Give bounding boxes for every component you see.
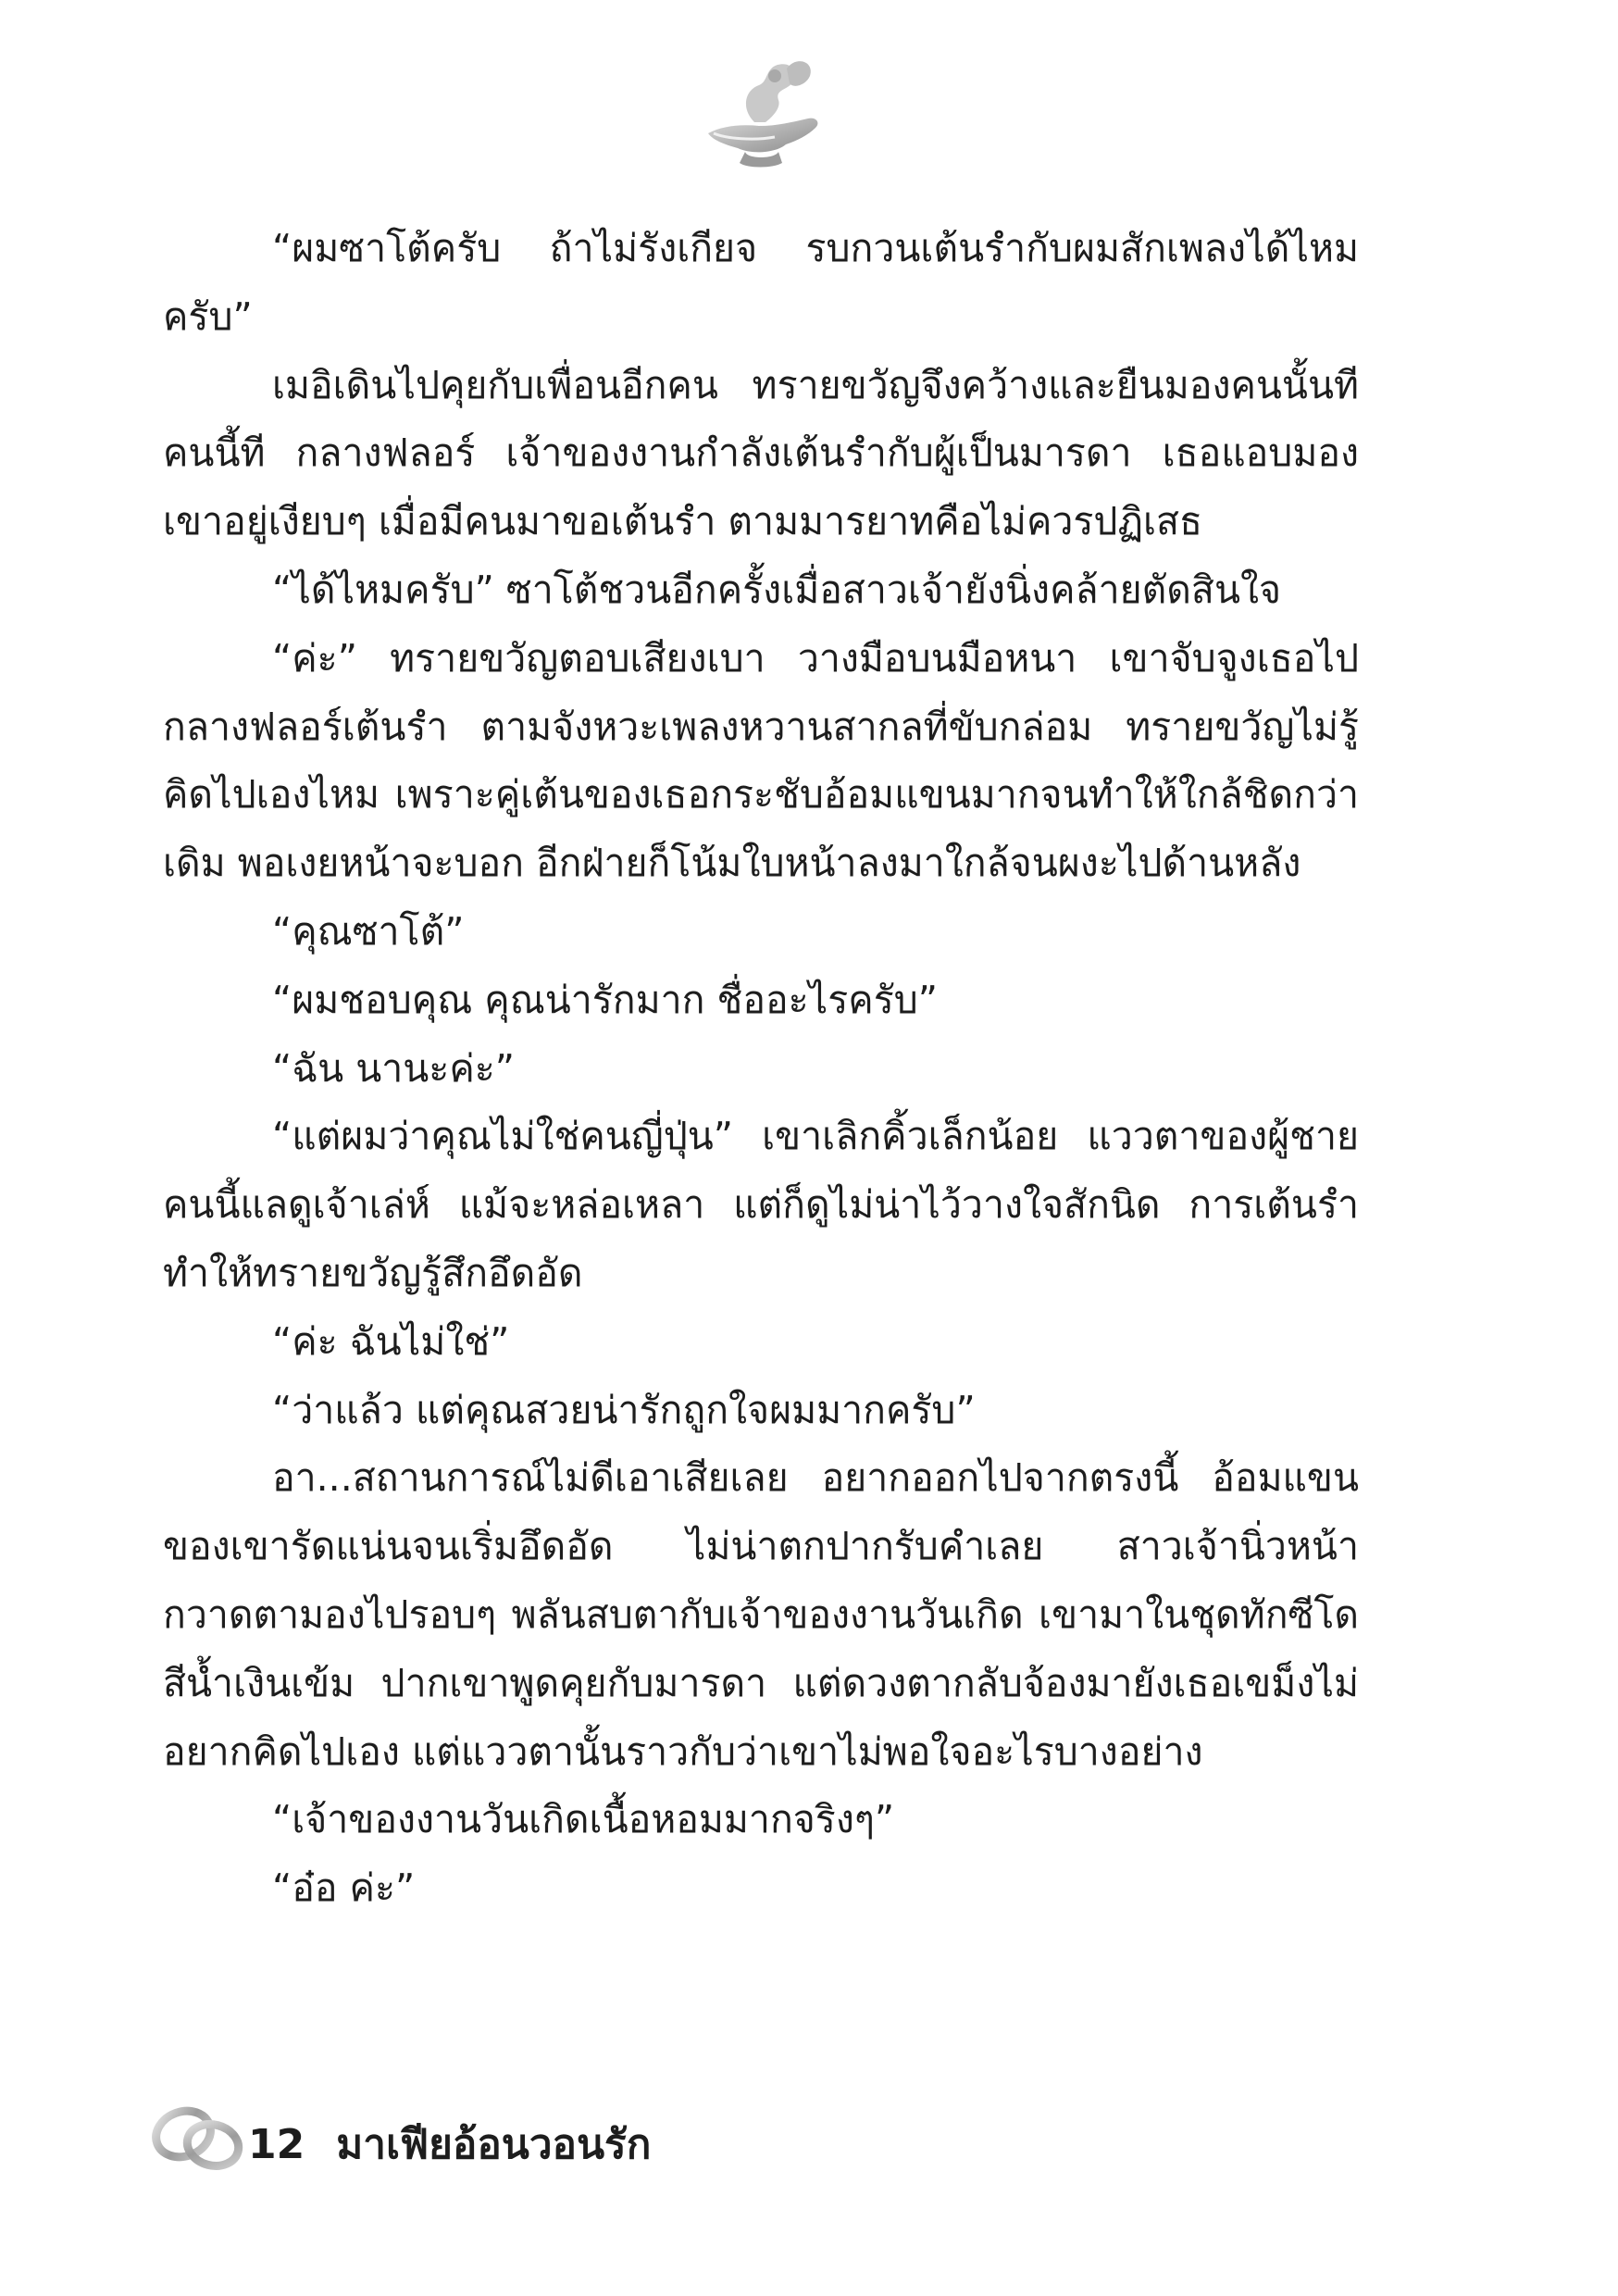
genie-lamp-icon (690, 48, 828, 178)
paragraph: “ผมชอบคุณ คุณน่ารักมาก ชื่ออะไรครับ” (272, 977, 938, 1022)
paragraph: “อ๋อ ค่ะ” (272, 1866, 416, 1911)
paragraph: “เจ้าของงานวันเกิดเนื้อหอมมากจริงๆ” (272, 1797, 895, 1842)
paragraph: “ค่ะ ฉันไม่ใช่” (272, 1318, 510, 1364)
paragraph: “ว่าแล้ว แต่คุณสวยน่ารักถูกใจผมมากครับ” (272, 1387, 976, 1432)
wedding-rings-icon (148, 2097, 250, 2180)
paragraph: เมอิเดินไปคุยกับเพื่อนอีกคน ทรายขวัญจึงคว้างและยืนมองคนนั้นทีคนนี้ที กลางฟลอร์ เจ้าของงานกำลังเต้นรำกับผู้เป็นมารดา เธอแอบมองเขาอยู่เงียบๆ เมื่อมีคนมาขอเต้นรำ ตามมารยาทคือไม่ควรปฏิเสธ (163, 362, 1359, 544)
paragraph: อา...สถานการณ์ไม่ดีเอาเสียเลย อยากออกไปจากตรงนี้ อ้อมแขนของเขารัดแน่นจนเริ่มอึดอัด ไม่น่าตกปากรับคำเลย สาวเจ้านิ่วหน้ากวาดตามองไปรอบๆ พลันสบตากับเจ้าของงานวันเกิด เขามาในชุดทักซีโดสีน้ำเงินเข้ม ปากเขาพูดคุยกับมารดา แต่ดวงตากลับจ้องมายังเธอเขม็งไม่อยากคิดไปเอง แต่แววตานั้นราวกับว่าเขาไม่พอใจอะไรบางอย่าง (163, 1455, 1359, 1774)
page-footer (148, 2097, 981, 2185)
paragraph: “ค่ะ” ทรายขวัญตอบเสียงเบา วางมือบนมือหนา เขาจับจูงเธอไปกลางฟลอร์เต้นรำ ตามจังหวะเพลงหวานสากลที่ขับกล่อม ทรายขวัญไม่รู้คิดไปเองไหม เพราะคู่เต้นของเธอกระชับอ้อมแขนมากจนทำให้ใกล้ชิดกว่าเดิม พอเงยหน้าจะบอก อีกฝ่ายก็โน้มใบหน้าลงมาใกล้จนผงะไปด้านหลัง (163, 635, 1359, 886)
page-number: 12 (248, 2121, 305, 2168)
body-text (163, 215, 1359, 1923)
paragraph: “คุณซาโต้” (272, 908, 465, 954)
book-title: มาเฟียอ้อนวอนรัก (336, 2121, 652, 2168)
paragraph: “ผมซาโต้ครับ ถ้าไม่รังเกียจ รบกวนเต้นรำกับผมสักเพลงได้ไหมครับ” (163, 226, 1359, 339)
paragraph: “ฉัน นานะค่ะ” (272, 1045, 516, 1091)
paragraph: “แต่ผมว่าคุณไม่ใช่คนญี่ปุ่น” เขาเลิกคิ้วเล็กน้อย แววตาของผู้ชายคนนี้แลดูเจ้าเล่ห์ แม้จะหล่อเหลา แต่ก็ดูไม่น่าไว้วางใจสักนิด การเต้นรำทำให้ทรายขวัญรู้สึกอึดอัด (163, 1114, 1359, 1295)
page-folio (248, 2112, 651, 2177)
paragraph: “ได้ไหมครับ” ซาโต้ชวนอีกครั้งเมื่อสาวเจ้ายังนิ่งคล้ายตัดสินใจ (272, 567, 1282, 612)
